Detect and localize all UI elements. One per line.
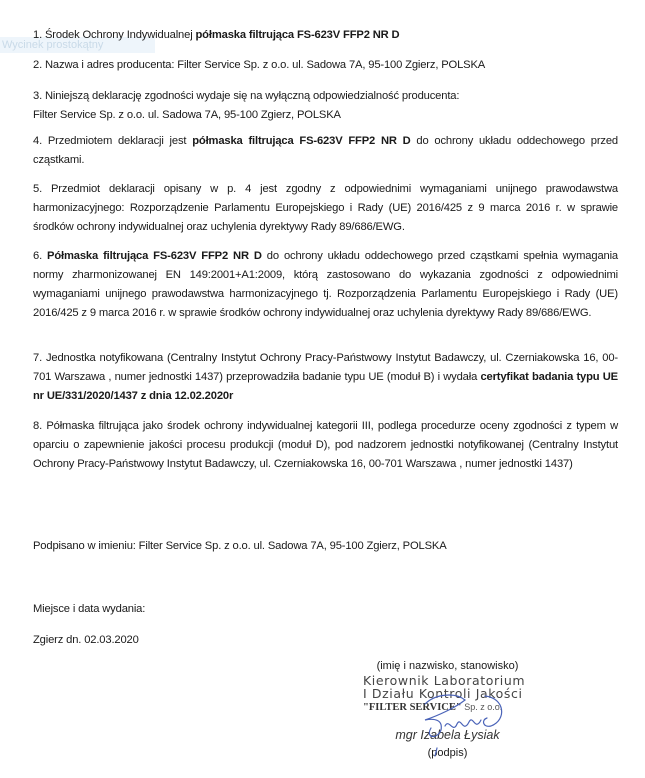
stamp-title-line2: I Działu Kontroli Jakości [363,686,523,701]
item-text: do ochrony układu oddechowego przed cząstkami spełnia wymagania normy zharmonizowanej EN 149:2001+A1:2009, którą zastosowano do wykazania zgodności z odpowiednimi wymaganiami unijnego prawodawstwa harmonizacyjnego tj. Rozporządzenia Parlamentu Europejskiego i Rady (UE) 2016/425 z 9 marca 2016 r. w sprawie środków ochrony indywidualnej oraz uchylenia dyrektywy Rady 89/686/EWG. [33,250,618,319]
item-text: Środek Ochrony Indywidualnej [45,29,196,41]
item-number: 1. [33,29,43,41]
item-number: 4. [33,135,43,147]
item-6 [33,247,618,323]
place-date-label: Miejsce i data wydania: [33,603,146,615]
stamp-company [355,700,540,715]
item-number: 5. [33,183,43,195]
stamp-caption-bottom: (podpis) [427,747,468,759]
item-text: Półmaska filtrująca jako środek ochrony indywidualnej kategorii III, podlega procedurze oceny zgodności z typem w oparciu o zapewnienie jakości procesu produkcji (moduł D), pod nadzorem jednostki notyfikowanej (Centralny Instytut Ochrony Pracy-Państwowy Instytut Badawczy, ul. Czerniakowska 16, 00-701 Warszawa , numer jednostki 1437) [33,420,618,470]
signature-stamp [355,658,540,761]
stamp-caption-top: (imię i nazwisko, stanowisko) [376,660,519,672]
item-text: Przedmiot deklaracji opisany w p. 4 jest zgodny z odpowiednimi wymaganiami unijnego prawodawstwa harmonizacyjnego: Rozporządzenie Parlamentu Europejskiego i Rady (UE) 2016/425 z 9 marca 2016 r. w sprawie środków ochrony indywidualnej oraz uchylenia dyrektywy Rady 89/686/EWG. [33,183,618,233]
item-number: 2. [33,59,43,71]
product-name: półmaska filtrująca FS-623V FFP2 NR D [195,29,400,41]
item-number: 8. [33,420,43,432]
item-text: Jednostka notyfikowana (Centralny Instytut Ochrony Pracy-Państwowy Instytut Badawczy, ul. Czerniakowska 16, 00-701 Warszawa , numer jednostki 1437) przeprowadziła badanie typu UE (moduł B) i wydała [33,352,618,383]
item-text: Nazwa i adres producenta: Filter Service Sp. z o.o. ul. Sadowa 7A, 95-100 Zgierz, POLSKA [45,59,486,71]
item-text: Przedmiotem deklaracji jest [47,135,193,147]
item-3 [33,87,618,125]
item-number: 6. [33,250,43,262]
product-name: Półmaska filtrująca FS-623V FFP2 NR D [47,250,262,262]
item-4 [33,132,618,170]
producer-address: Filter Service Sp. z o.o. ul. Sadowa 7A, 95-100 Zgierz, POLSKA [33,109,341,121]
certificate-number: certyfikat badania typu UE nr UE/331/2020/1437 z dnia 12.02.2020r [33,371,618,402]
item-8 [33,417,618,474]
item-text: Niniejszą deklarację zgodności wydaje się na wyłączną odpowiedzialność producenta: [45,90,460,102]
stamp-company-suffix: Sp. z o.o. [461,702,503,712]
item-7 [33,349,618,406]
stamp-company-name: "FILTER SERVICE" [363,702,462,713]
place-date-value: Zgierz dn. 02.03.2020 [33,634,139,646]
signed-on-behalf: Podpisano w imieniu: Filter Service Sp. z o.o. ul. Sadowa 7A, 95-100 Zgierz, POLSKA [33,540,447,552]
product-name: półmaska filtrująca FS-623V FFP2 NR D [192,135,411,147]
item-1 [33,26,618,45]
snipping-tool-label: Wycinek prostokątny [0,37,155,53]
item-number: 3. [33,90,43,102]
stamp-title-line1: Kierownik Laboratorium [363,673,526,688]
item-2 [33,56,618,75]
item-text: do ochrony układu oddechowego przed cząstkami. [33,135,618,166]
stamp-signatory-name: mgr Izabela Łysiak [395,728,500,742]
item-number: 7. [33,352,43,364]
item-5 [33,180,618,237]
